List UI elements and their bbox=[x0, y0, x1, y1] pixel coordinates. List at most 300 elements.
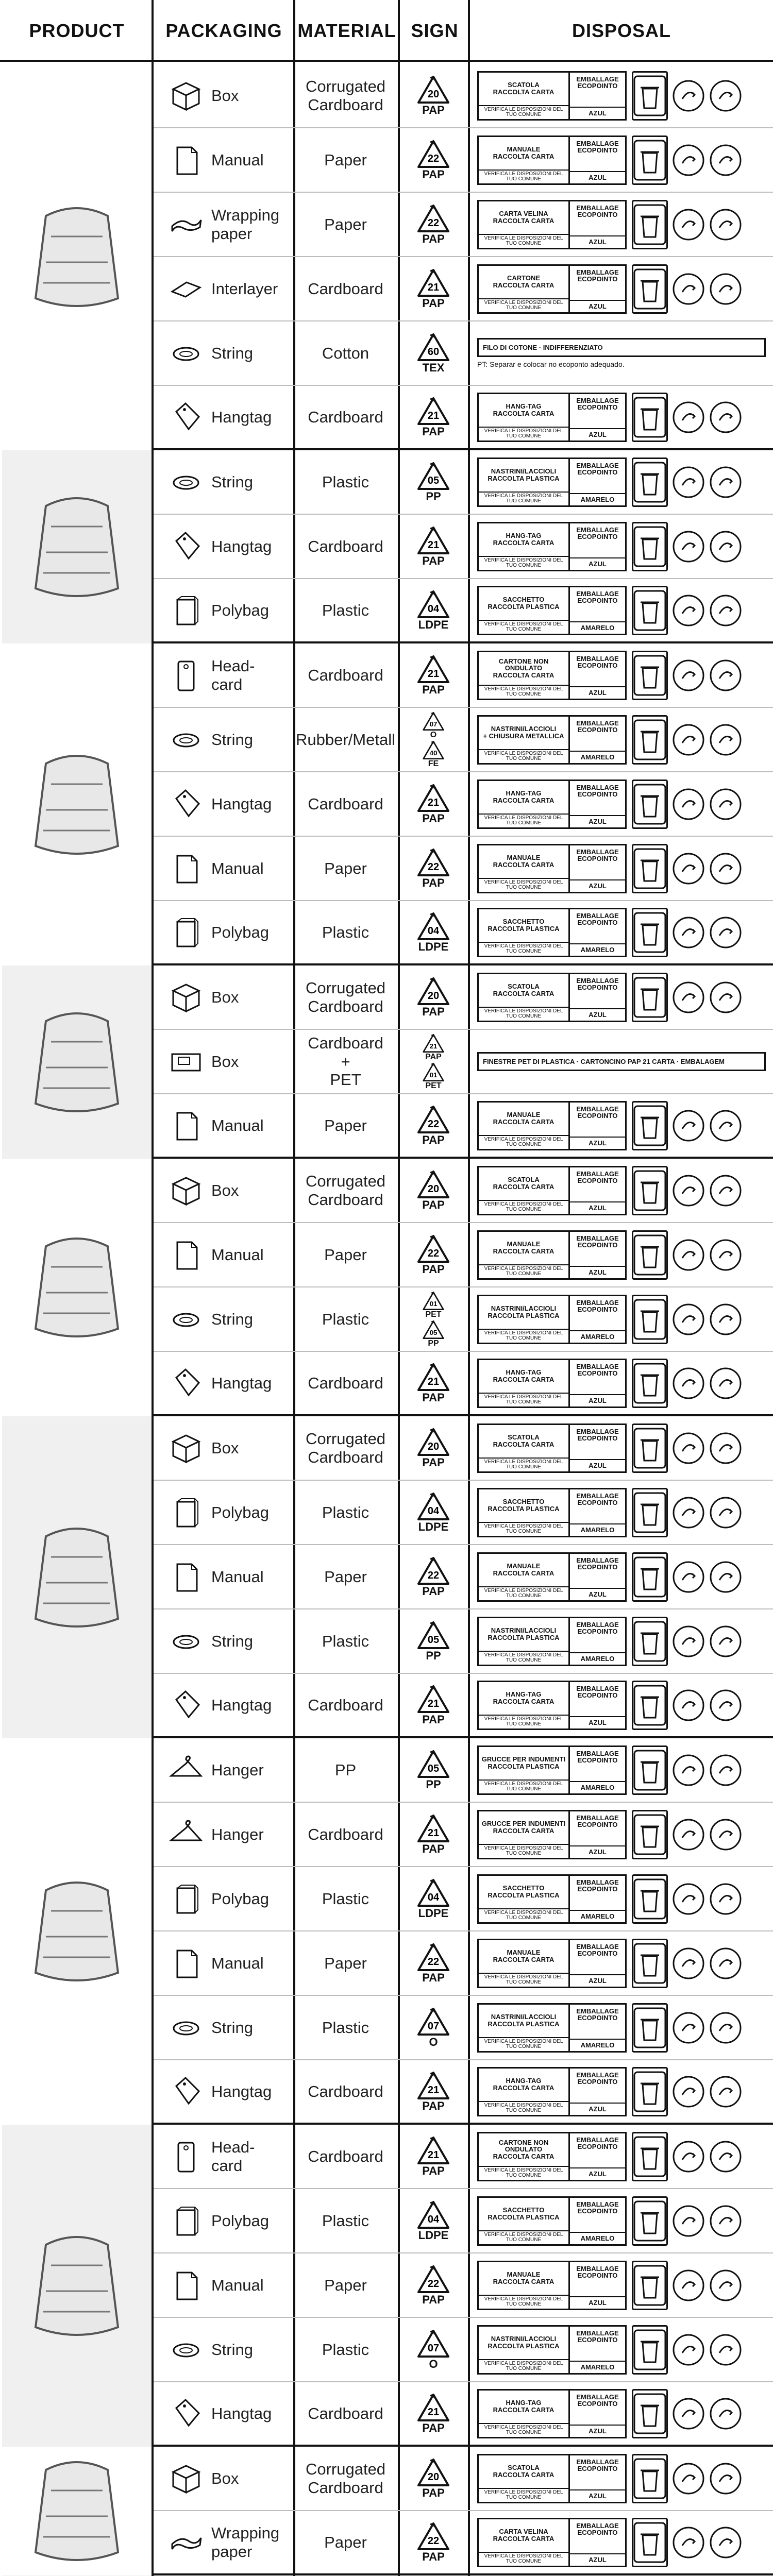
disposal-label bbox=[477, 1101, 570, 1150]
disposal-cell bbox=[470, 2511, 772, 2573]
triman-icon bbox=[672, 1818, 705, 1851]
portugal-label-title: EMBALLAGE ECOPOINTO bbox=[576, 976, 619, 992]
portugal-label bbox=[570, 135, 627, 185]
recycling-code bbox=[416, 1170, 450, 1212]
bin-box bbox=[632, 2261, 668, 2310]
material-cell: Cardboard bbox=[308, 408, 383, 426]
sign-code: PET bbox=[425, 1310, 442, 1319]
portugal-label-title: EMBALLAGE ECOPOINTO bbox=[576, 2264, 619, 2280]
product-illustration-icon bbox=[15, 743, 139, 867]
disposal-label-title: CARTONE NON ONDULATO RACCOLTA CARTA bbox=[493, 657, 554, 679]
triman-icon bbox=[672, 1561, 705, 1594]
portugal-label-title: EMBALLAGE ECOPOINTO bbox=[576, 75, 619, 90]
portugal-label-title: EMBALLAGE ECOPOINTO bbox=[576, 654, 619, 670]
svg-text:22: 22 bbox=[427, 2535, 440, 2547]
bin-box bbox=[632, 1359, 668, 1408]
recycling-triangle-icon bbox=[416, 911, 450, 941]
product-illustration-icon bbox=[15, 195, 139, 319]
disposal-cell bbox=[470, 643, 772, 707]
sign-code: PAP bbox=[422, 2550, 445, 2563]
svg-text:22: 22 bbox=[427, 861, 440, 873]
bin-box bbox=[632, 1745, 668, 1795]
bin-icon bbox=[633, 204, 666, 245]
disposal-label bbox=[477, 264, 570, 314]
disposal-cell bbox=[470, 1287, 772, 1351]
material-cell: Paper bbox=[324, 1116, 367, 1134]
bin-icon bbox=[633, 1234, 666, 1276]
sign-cell bbox=[400, 1287, 467, 1351]
disposal-cell bbox=[470, 2253, 772, 2317]
header-product: PRODUCT bbox=[29, 20, 125, 41]
recycling-triangle-icon bbox=[422, 1291, 445, 1311]
portugal-label bbox=[570, 844, 627, 893]
bin-color-label: AZUL bbox=[570, 1974, 625, 1987]
portugal-label bbox=[570, 2261, 627, 2310]
recycling-code bbox=[416, 1684, 450, 1726]
disposal-label bbox=[477, 715, 570, 765]
packaging-label: Manual bbox=[211, 150, 264, 169]
triman-icon bbox=[672, 1625, 705, 1658]
sign-cell bbox=[400, 2253, 467, 2317]
sorting-info-icon bbox=[709, 1947, 742, 1980]
manual-icon bbox=[168, 142, 204, 178]
svg-text:20: 20 bbox=[427, 2471, 440, 2483]
portugal-label-title: EMBALLAGE ECOPOINTO bbox=[576, 1942, 619, 1958]
bin-box bbox=[632, 2389, 668, 2438]
svg-text:04: 04 bbox=[427, 925, 440, 937]
disposal-cell bbox=[470, 450, 772, 514]
sorting-info-icon bbox=[709, 2269, 742, 2302]
material-cell: Corrugated Cardboard bbox=[305, 2460, 386, 2497]
disposal-cell bbox=[470, 1609, 772, 1673]
recycling-triangle-icon bbox=[416, 2071, 450, 2100]
portugal-label bbox=[570, 264, 627, 314]
disposal-label bbox=[477, 1423, 570, 1473]
packaging-cell bbox=[156, 1159, 292, 1222]
packaging-label: Hangtag bbox=[211, 1374, 272, 1392]
municipality-note: VERIFICA LE DISPOSIZIONI DEL TUO COMUNE bbox=[479, 170, 568, 183]
packaging-label: Box bbox=[211, 1181, 239, 1199]
triman-icon bbox=[672, 1689, 705, 1722]
bin-color-label: AMARELO bbox=[570, 1652, 625, 1665]
triman-icon bbox=[672, 1496, 705, 1529]
bin-color-label: AZUL bbox=[570, 1201, 625, 1214]
svg-text:20: 20 bbox=[427, 1183, 440, 1195]
recycling-triangle-icon bbox=[416, 1234, 450, 1264]
bin-color-label: AMARELO bbox=[570, 1330, 625, 1343]
material-cell: Cardboard bbox=[308, 666, 383, 684]
recycling-code bbox=[416, 2071, 450, 2113]
svg-text:20: 20 bbox=[427, 88, 440, 100]
portugal-label-title: EMBALLAGE ECOPOINTO bbox=[576, 1170, 619, 1185]
table-row bbox=[154, 579, 773, 643]
bin-icon bbox=[633, 140, 666, 181]
material-cell: Plastic bbox=[322, 2340, 369, 2359]
packaging-cell bbox=[156, 643, 292, 707]
table-row bbox=[154, 321, 773, 386]
recycling-code bbox=[416, 2007, 450, 2049]
sorting-info-icon bbox=[709, 659, 742, 692]
sign-code: PAP bbox=[422, 2099, 445, 2112]
packaging-cell bbox=[156, 1545, 292, 1608]
triman-icon bbox=[672, 466, 705, 499]
municipality-note: VERIFICA LE DISPOSIZIONI DEL TUO COMUNE bbox=[479, 749, 568, 763]
municipality-note: VERIFICA LE DISPOSIZIONI DEL TUO COMUNE bbox=[479, 1458, 568, 1471]
bin-box bbox=[632, 2454, 668, 2503]
header-packaging: PACKAGING bbox=[165, 20, 282, 41]
recycling-code bbox=[416, 396, 450, 438]
disposal-cell bbox=[470, 257, 772, 320]
portugal-label-title: EMBALLAGE ECOPOINTO bbox=[576, 268, 619, 283]
triman-icon bbox=[672, 1367, 705, 1400]
sign-code: PAP bbox=[422, 876, 445, 889]
bin-box bbox=[632, 264, 668, 314]
sign-code: PAP bbox=[422, 232, 445, 245]
sorting-info-icon bbox=[709, 1174, 742, 1207]
sign-code: PAP bbox=[422, 1262, 445, 1276]
string-icon bbox=[168, 1301, 204, 1337]
portugal-label-title: EMBALLAGE ECOPOINTO bbox=[576, 1814, 619, 1829]
shoes-product-image bbox=[2, 2447, 152, 2575]
packaging-label: Box bbox=[211, 1052, 239, 1071]
packaging-label: Box bbox=[211, 2469, 239, 2487]
wrap-icon bbox=[168, 2524, 204, 2561]
portugal-label bbox=[570, 1745, 627, 1795]
bin-color-label: AZUL bbox=[570, 1588, 625, 1600]
table-row bbox=[154, 2060, 773, 2125]
packaging-cell bbox=[156, 1352, 292, 1414]
municipality-note: VERIFICA LE DISPOSIZIONI DEL TUO COMUNE bbox=[479, 1522, 568, 1536]
triman-icon bbox=[672, 916, 705, 949]
goggles-product-image bbox=[2, 965, 152, 1159]
sign-code: PAP bbox=[422, 1713, 445, 1726]
bin-icon bbox=[633, 848, 666, 889]
triman-icon bbox=[672, 2011, 705, 2044]
material-cell: Rubber/Metall bbox=[296, 730, 395, 749]
material-cell: Cardboard bbox=[308, 2082, 383, 2100]
box-icon bbox=[168, 1173, 204, 1209]
hanger-icon bbox=[168, 1752, 204, 1788]
municipality-note: VERIFICA LE DISPOSIZIONI DEL TUO COMUNE bbox=[479, 2037, 568, 2051]
recycling-code bbox=[416, 2200, 450, 2242]
disposal-label bbox=[477, 2003, 570, 2053]
disposal-cell bbox=[470, 2447, 772, 2510]
portugal-label-title: EMBALLAGE ECOPOINTO bbox=[576, 1298, 619, 1314]
packaging-label: Manual bbox=[211, 859, 264, 877]
triman-icon bbox=[672, 2333, 705, 2366]
string-icon bbox=[168, 2332, 204, 2368]
disposal-label bbox=[477, 2389, 570, 2438]
disposal-label-title: GRUCCE PER INDUMENTI RACCOLTA PLASTICA bbox=[481, 1755, 566, 1770]
material-cell: Cardboard + PET bbox=[308, 1034, 383, 1089]
portugal-label-title: EMBALLAGE ECOPOINTO bbox=[576, 2007, 619, 2022]
sign-code: PAP bbox=[422, 2164, 445, 2177]
bin-color-label: AMARELO bbox=[570, 1910, 625, 1922]
sign-cell bbox=[400, 1223, 467, 1286]
packaging-label: Hangtag bbox=[211, 408, 272, 426]
disposal-mixed-label: FINESTRE PET DI PLASTICA · CARTONCINO PAP 21 CARTA · EMBALAGEM bbox=[477, 1052, 766, 1071]
bin-icon bbox=[633, 397, 666, 438]
bin-icon bbox=[633, 2393, 666, 2434]
disposal-cell bbox=[470, 2382, 772, 2445]
recycling-triangle-icon bbox=[416, 1170, 450, 1199]
portugal-label bbox=[570, 2325, 627, 2375]
sign-cell bbox=[400, 708, 467, 771]
disposal-cell bbox=[470, 901, 772, 963]
bin-box bbox=[632, 1166, 668, 1215]
recycling-code-2 bbox=[422, 1062, 445, 1091]
sign-code: PAP bbox=[422, 1971, 445, 1984]
disposal-label-title: MANUALE RACCOLTA CARTA bbox=[493, 145, 554, 160]
portugal-label-title: EMBALLAGE ECOPOINTO bbox=[576, 1492, 619, 1507]
sorting-info-icon bbox=[709, 144, 742, 177]
municipality-note: VERIFICA LE DISPOSIZIONI DEL TUO COMUNE bbox=[479, 298, 568, 312]
disposal-label bbox=[477, 779, 570, 829]
material-cell: Paper bbox=[324, 859, 367, 877]
table-row bbox=[154, 450, 773, 515]
product-illustration-icon bbox=[15, 2224, 139, 2348]
table-row bbox=[154, 128, 773, 193]
disposal-cell bbox=[470, 64, 772, 127]
portugal-label bbox=[570, 71, 627, 121]
table-row bbox=[154, 1030, 773, 1094]
bag-icon bbox=[168, 592, 204, 629]
disposal-label bbox=[477, 1617, 570, 1666]
packaging-label: Hangtag bbox=[211, 1696, 272, 1714]
sign-code: PAP bbox=[422, 1198, 445, 1211]
sign-code: PAP bbox=[425, 1052, 442, 1061]
disposal-cell bbox=[470, 1352, 772, 1414]
portugal-label-title: EMBALLAGE ECOPOINTO bbox=[576, 204, 619, 219]
string-icon bbox=[168, 722, 204, 758]
svg-text:60: 60 bbox=[427, 346, 440, 358]
bin-box bbox=[632, 1552, 668, 1602]
packaging-cell bbox=[156, 1803, 292, 1866]
bin-icon bbox=[633, 1556, 666, 1598]
municipality-note: VERIFICA LE DISPOSIZIONI DEL TUO COMUNE bbox=[479, 1135, 568, 1149]
packaging-cell bbox=[156, 2511, 292, 2573]
packaging-cell bbox=[156, 1931, 292, 1995]
sorting-info-icon bbox=[709, 2333, 742, 2366]
sign-cell bbox=[400, 2189, 467, 2252]
bin-box bbox=[632, 779, 668, 829]
municipality-note: VERIFICA LE DISPOSIZIONI DEL TUO COMUNE bbox=[479, 427, 568, 440]
recycling-code bbox=[422, 1291, 445, 1319]
bin-color-label: AZUL bbox=[570, 2167, 625, 2180]
disposal-label-title: MANUALE RACCOLTA CARTA bbox=[493, 1240, 554, 1255]
recycling-code bbox=[416, 2458, 450, 2500]
portugal-label bbox=[570, 2132, 627, 2181]
svg-text:05: 05 bbox=[427, 1634, 440, 1646]
bin-color-label: AZUL bbox=[570, 2296, 625, 2309]
sign-code: LDPE bbox=[418, 2228, 449, 2242]
packaging-label: String bbox=[211, 2018, 253, 2037]
municipality-note: VERIFICA LE DISPOSIZIONI DEL TUO COMUNE bbox=[479, 2552, 568, 2566]
sorting-info-icon bbox=[709, 1561, 742, 1594]
bin-icon bbox=[633, 526, 666, 567]
disposal-label bbox=[477, 586, 570, 635]
triman-icon bbox=[672, 1239, 705, 1272]
sorting-info-icon bbox=[709, 981, 742, 1014]
recycling-triangle-icon bbox=[416, 526, 450, 555]
recycling-code bbox=[416, 139, 450, 181]
disposal-label bbox=[477, 135, 570, 185]
municipality-note: VERIFICA LE DISPOSIZIONI DEL TUO COMUNE bbox=[479, 2295, 568, 2309]
portugal-label-title: EMBALLAGE ECOPOINTO bbox=[576, 2521, 619, 2537]
packaging-cell bbox=[156, 1609, 292, 1673]
material-cell: Cardboard bbox=[308, 279, 383, 298]
packaging-label: String bbox=[211, 1632, 253, 1650]
svg-text:21: 21 bbox=[429, 1042, 438, 1050]
triman-icon bbox=[672, 79, 705, 112]
triman-icon bbox=[672, 2140, 705, 2173]
bin-icon bbox=[633, 655, 666, 696]
bin-color-label: AZUL bbox=[570, 1845, 625, 1858]
table-row bbox=[154, 643, 773, 708]
product-illustration-icon bbox=[15, 485, 139, 609]
municipality-note: VERIFICA LE DISPOSIZIONI DEL TUO COMUNE bbox=[479, 105, 568, 119]
table-row bbox=[154, 708, 773, 772]
recycling-triangle-icon bbox=[416, 1492, 450, 1521]
disposal-cell bbox=[470, 2189, 772, 2252]
triman-icon bbox=[672, 2075, 705, 2108]
packaging-cell bbox=[156, 257, 292, 320]
recycling-code bbox=[416, 204, 450, 246]
sorting-info-icon bbox=[709, 401, 742, 434]
sign-cell bbox=[400, 772, 467, 836]
table-row bbox=[154, 1674, 773, 1738]
bin-color-label: AZUL bbox=[570, 815, 625, 827]
disposal-label bbox=[477, 1295, 570, 1344]
disposal-cell bbox=[470, 1931, 772, 1995]
triman-icon bbox=[672, 2462, 705, 2495]
svg-text:22: 22 bbox=[427, 2278, 440, 2290]
packaging-label: Polybag bbox=[211, 1503, 270, 1521]
recycling-triangle-icon bbox=[416, 75, 450, 105]
table-row bbox=[154, 2382, 773, 2447]
material-cell: Plastic bbox=[322, 1503, 369, 1521]
recycling-code bbox=[416, 1620, 450, 1663]
packaging-cell bbox=[156, 128, 292, 192]
bin-icon bbox=[633, 75, 666, 116]
recycling-triangle-icon bbox=[416, 976, 450, 1006]
recycling-code bbox=[416, 1942, 450, 1985]
table-row bbox=[154, 901, 773, 965]
table-row bbox=[154, 772, 773, 837]
box-icon bbox=[168, 979, 204, 1015]
headcard-icon bbox=[168, 2139, 204, 2175]
sign-code: PAP bbox=[422, 103, 445, 116]
municipality-note: VERIFICA LE DISPOSIZIONI DEL TUO COMUNE bbox=[479, 942, 568, 956]
bin-color-label: AZUL bbox=[570, 235, 625, 248]
portugal-label bbox=[570, 1874, 627, 1924]
disposal-label-title: CARTA VELINA RACCOLTA CARTA bbox=[493, 210, 554, 225]
table-header bbox=[0, 0, 773, 62]
bin-color-label: AZUL bbox=[570, 686, 625, 699]
material-cell: Paper bbox=[324, 1245, 367, 1264]
triman-icon bbox=[672, 208, 705, 241]
disposal-cell bbox=[470, 1674, 772, 1736]
table-row bbox=[154, 2125, 773, 2189]
bin-box bbox=[632, 393, 668, 442]
sorting-info-icon bbox=[709, 2462, 742, 2495]
packaging-label: Manual bbox=[211, 1954, 264, 1972]
triman-icon bbox=[672, 981, 705, 1014]
disposal-cell bbox=[470, 1030, 772, 1093]
tag-icon bbox=[168, 529, 204, 565]
bin-box bbox=[632, 586, 668, 635]
svg-text:21: 21 bbox=[427, 1376, 440, 1387]
portugal-label-title: EMBALLAGE ECOPOINTO bbox=[576, 1234, 619, 1249]
portugal-label-title: EMBALLAGE ECOPOINTO bbox=[576, 2393, 619, 2408]
table-row bbox=[154, 1352, 773, 1416]
svg-text:04: 04 bbox=[427, 1891, 440, 1903]
municipality-note: VERIFICA LE DISPOSIZIONI DEL TUO COMUNE bbox=[479, 2166, 568, 2180]
sorting-info-icon bbox=[709, 2397, 742, 2430]
disposal-label-title: NASTRINI/LACCIOLI RACCOLTA PLASTICA bbox=[488, 2013, 560, 2028]
bin-icon bbox=[633, 2522, 666, 2563]
table-row bbox=[154, 1867, 773, 1931]
disposal-label-title: HANG-TAG RACCOLTA CARTA bbox=[493, 2077, 554, 2092]
municipality-note: VERIFICA LE DISPOSIZIONI DEL TUO COMUNE bbox=[479, 1200, 568, 1214]
svg-text:21: 21 bbox=[427, 1827, 440, 1839]
bin-icon bbox=[633, 2136, 666, 2177]
recycling-code-2 bbox=[422, 1319, 445, 1348]
bin-box bbox=[632, 844, 668, 893]
svg-text:04: 04 bbox=[427, 1505, 440, 1517]
bin-icon bbox=[633, 590, 666, 631]
bin-icon bbox=[633, 719, 666, 760]
disposal-label-title: MANUALE RACCOLTA CARTA bbox=[493, 1111, 554, 1126]
packaging-label: String bbox=[211, 344, 253, 362]
packaging-cell bbox=[156, 193, 292, 256]
municipality-note: VERIFICA LE DISPOSIZIONI DEL TUO COMUNE bbox=[479, 234, 568, 248]
bin-icon bbox=[633, 2007, 666, 2048]
disposal-label bbox=[477, 1359, 570, 1408]
gloves-product-image bbox=[2, 643, 152, 965]
portugal-label-title: EMBALLAGE ECOPOINTO bbox=[576, 1684, 619, 1700]
sign-code: PET bbox=[425, 1081, 442, 1090]
municipality-note: VERIFICA LE DISPOSIZIONI DEL TUO COMUNE bbox=[479, 1586, 568, 1600]
portugal-label-title: EMBALLAGE ECOPOINTO bbox=[576, 461, 619, 477]
municipality-note: VERIFICA LE DISPOSIZIONI DEL TUO COMUNE bbox=[479, 1844, 568, 1858]
municipality-note: VERIFICA LE DISPOSIZIONI DEL TUO COMUNE bbox=[479, 620, 568, 634]
recycling-triangle-icon bbox=[422, 1062, 445, 1082]
bag-icon bbox=[168, 1881, 204, 1917]
svg-text:21: 21 bbox=[427, 2406, 440, 2418]
sorting-info-icon bbox=[709, 2526, 742, 2559]
bin-icon bbox=[633, 1621, 666, 1662]
disposal-cell bbox=[470, 1223, 772, 1286]
disposal-label-title: HANG-TAG RACCOLTA CARTA bbox=[493, 2399, 554, 2414]
recycling-triangle-icon bbox=[416, 396, 450, 426]
recycling-triangle-icon bbox=[416, 1556, 450, 1586]
string-icon bbox=[168, 464, 204, 500]
disposal-label-title: HANG-TAG RACCOLTA CARTA bbox=[493, 1690, 554, 1705]
packaging-cell bbox=[156, 2318, 292, 2381]
manual-icon bbox=[168, 1559, 204, 1595]
bin-color-label: AMARELO bbox=[570, 2039, 625, 2051]
material-cell: Cardboard bbox=[308, 2147, 383, 2165]
bin-box bbox=[632, 1488, 668, 1537]
bin-color-label: AZUL bbox=[570, 2489, 625, 2502]
sorting-info-icon bbox=[709, 530, 742, 563]
material-cell: Paper bbox=[324, 1954, 367, 1972]
sorting-info-icon bbox=[709, 1883, 742, 1916]
recycling-code bbox=[416, 2393, 450, 2435]
portugal-label-title: EMBALLAGE ECOPOINTO bbox=[576, 1105, 619, 1120]
table-row bbox=[154, 1545, 773, 1609]
